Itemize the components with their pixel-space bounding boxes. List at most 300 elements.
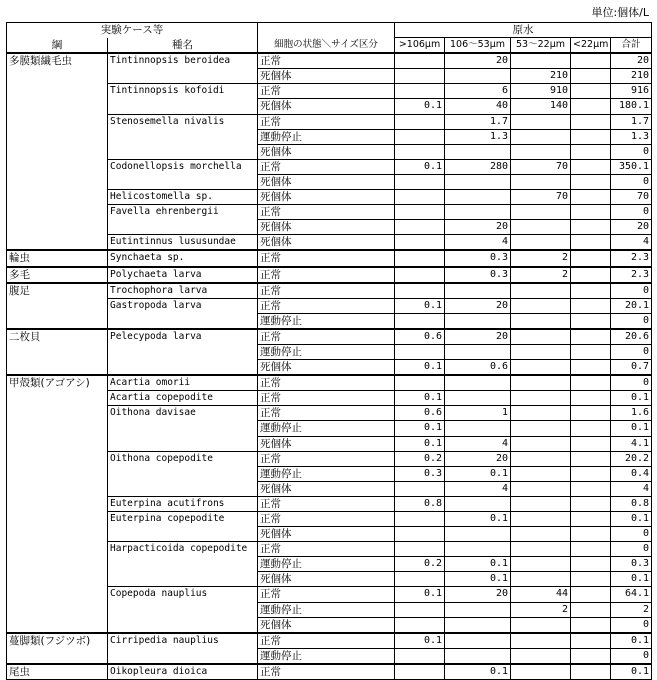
species-cell (108, 344, 258, 359)
value-cell (395, 572, 445, 587)
total-cell: 0 (611, 174, 652, 189)
value-cell: 40 (445, 99, 511, 114)
value-cell (571, 220, 611, 235)
value-cell (571, 329, 611, 345)
value-cell (395, 512, 445, 527)
species-cell: Euterpina copepodite (108, 512, 258, 527)
total-cell: 4.1 (611, 436, 652, 451)
state-cell: 正常 (258, 329, 395, 345)
header-row-2 (7, 38, 652, 54)
total-cell: 20.2 (611, 451, 652, 466)
data-table (6, 22, 652, 680)
species-cell: Favella ehrenbergii (108, 205, 258, 220)
value-cell (395, 617, 445, 633)
value-cell: 1.3 (445, 129, 511, 144)
species-cell (108, 617, 258, 633)
value-cell: 210 (511, 69, 571, 84)
value-cell (445, 313, 511, 329)
value-cell (395, 235, 445, 251)
value-cell (571, 451, 611, 466)
state-cell: 死個体 (258, 174, 395, 189)
value-cell (571, 512, 611, 527)
table-row (7, 69, 652, 84)
species-cell: Tintinnopsis kofoidi (108, 84, 258, 99)
total-cell: 0 (611, 375, 652, 391)
value-cell (511, 557, 571, 572)
total-cell: 0 (611, 313, 652, 329)
value-cell (511, 360, 571, 376)
value-cell (571, 99, 611, 114)
state-cell: 死個体 (258, 235, 395, 251)
header-row-1 (7, 23, 652, 38)
species-cell: Gastropoda larva (108, 298, 258, 313)
class-cell: 二枚貝 (7, 329, 108, 345)
value-cell (511, 298, 571, 313)
species-cell: Copepoda nauplius (108, 587, 258, 602)
value-cell (571, 114, 611, 129)
total-cell: 0 (611, 283, 652, 299)
state-cell: 正常 (258, 542, 395, 557)
class-cell (7, 421, 108, 436)
total-cell: 210 (611, 69, 652, 84)
total-cell: 0 (611, 542, 652, 557)
class-cell (7, 174, 108, 189)
total-cell: 2.3 (611, 250, 652, 266)
table-row (7, 84, 652, 99)
species-cell (108, 648, 258, 664)
table-row (7, 250, 652, 266)
value-cell: 0.1 (395, 436, 445, 451)
value-cell (571, 542, 611, 557)
class-cell (7, 313, 108, 329)
value-cell (571, 602, 611, 617)
class-cell: 蔓脚類(フジツボ) (7, 633, 108, 649)
state-cell: 正常 (258, 84, 395, 99)
value-cell (395, 190, 445, 205)
state-cell: 死個体 (258, 617, 395, 633)
species-cell (108, 220, 258, 235)
value-cell (445, 174, 511, 189)
state-cell: 正常 (258, 375, 395, 391)
value-cell: 4 (445, 481, 511, 496)
value-cell (571, 481, 611, 496)
value-cell (511, 481, 571, 496)
total-cell: 20.1 (611, 298, 652, 313)
value-cell: 20 (445, 329, 511, 345)
total-cell: 4 (611, 481, 652, 496)
value-cell: 44 (511, 587, 571, 602)
species-cell: Oithona davisae (108, 406, 258, 421)
value-cell (571, 250, 611, 266)
value-cell: 2 (511, 267, 571, 283)
class-cell (7, 360, 108, 376)
table-row (7, 406, 652, 421)
value-cell (571, 406, 611, 421)
state-cell: 死個体 (258, 572, 395, 587)
class-cell: 甲殻類(アゴアシ) (7, 375, 108, 391)
total-cell: 0 (611, 617, 652, 633)
state-cell: 正常 (258, 496, 395, 511)
value-cell (571, 205, 611, 220)
total-cell: 0 (611, 205, 652, 220)
species-cell (108, 421, 258, 436)
state-cell: 死個体 (258, 144, 395, 159)
class-cell (7, 391, 108, 406)
table-row (7, 496, 652, 511)
value-cell (571, 267, 611, 283)
species-cell (108, 466, 258, 481)
class-cell (7, 84, 108, 99)
total-cell: 0 (611, 344, 652, 359)
value-cell: 0.1 (445, 557, 511, 572)
value-cell (511, 144, 571, 159)
class-cell (7, 205, 108, 220)
value-cell: 910 (511, 84, 571, 99)
value-cell: 2 (511, 250, 571, 266)
value-cell: 0.1 (395, 159, 445, 174)
value-cell (395, 267, 445, 283)
total-cell: 0.1 (611, 633, 652, 649)
value-cell (511, 542, 571, 557)
value-cell (571, 235, 611, 251)
total-cell: 0.1 (611, 421, 652, 436)
value-cell (511, 466, 571, 481)
class-cell (7, 99, 108, 114)
species-cell (108, 436, 258, 451)
class-cell: 腹足 (7, 283, 108, 299)
total-cell: 0.1 (611, 664, 652, 680)
size-header: <22μm (571, 38, 611, 54)
total-cell: 20 (611, 220, 652, 235)
table-row (7, 375, 652, 391)
table-row (7, 633, 652, 649)
class-cell (7, 542, 108, 557)
value-cell (571, 421, 611, 436)
class-cell (7, 406, 108, 421)
table-row (7, 235, 652, 251)
value-cell (395, 144, 445, 159)
total-cell: 180.1 (611, 99, 652, 114)
value-cell (511, 496, 571, 511)
species-cell (108, 527, 258, 542)
state-cell: 正常 (258, 664, 395, 680)
class-cell (7, 481, 108, 496)
value-cell (395, 250, 445, 266)
total-cell: 64.1 (611, 587, 652, 602)
species-cell: Oikopleura dioica (108, 664, 258, 680)
table-row (7, 99, 652, 114)
total-cell: 4 (611, 235, 652, 251)
value-cell: 0.1 (445, 664, 511, 680)
value-cell: 0.6 (445, 360, 511, 376)
value-cell (571, 587, 611, 602)
class-header: 綱 (7, 38, 108, 54)
table-row (7, 436, 652, 451)
value-cell (395, 174, 445, 189)
total-cell: 0.4 (611, 466, 652, 481)
value-cell (445, 527, 511, 542)
value-cell (511, 313, 571, 329)
value-cell (445, 602, 511, 617)
value-cell (571, 617, 611, 633)
value-cell: 70 (511, 190, 571, 205)
value-cell (445, 496, 511, 511)
value-cell (395, 664, 445, 680)
class-cell (7, 159, 108, 174)
state-header: 細胞の状態＼サイズ区分 (258, 38, 395, 54)
table-row (7, 648, 652, 664)
class-cell (7, 602, 108, 617)
table-row (7, 572, 652, 587)
table-row (7, 174, 652, 189)
value-cell (445, 542, 511, 557)
total-cell: 916 (611, 84, 652, 99)
species-cell (108, 313, 258, 329)
value-cell: 1.7 (445, 114, 511, 129)
species-cell (108, 481, 258, 496)
class-cell: 輪虫 (7, 250, 108, 266)
table-row (7, 298, 652, 313)
state-cell: 正常 (258, 298, 395, 313)
value-cell (571, 344, 611, 359)
value-cell (511, 344, 571, 359)
total-cell: 2 (611, 602, 652, 617)
state-cell: 正常 (258, 451, 395, 466)
value-cell (571, 633, 611, 649)
value-cell (445, 421, 511, 436)
value-cell (571, 313, 611, 329)
table-row (7, 144, 652, 159)
class-cell (7, 235, 108, 251)
state-cell: 正常 (258, 512, 395, 527)
value-cell (571, 360, 611, 376)
value-cell: 0.3 (445, 267, 511, 283)
total-cell: 0.1 (611, 512, 652, 527)
state-cell: 死個体 (258, 360, 395, 376)
state-cell: 正常 (258, 159, 395, 174)
value-cell: 0.1 (445, 572, 511, 587)
species-cell (108, 602, 258, 617)
value-cell (571, 190, 611, 205)
value-cell: 0.1 (395, 633, 445, 649)
state-cell: 正常 (258, 267, 395, 283)
species-cell (108, 69, 258, 84)
state-cell: 正常 (258, 633, 395, 649)
source-header: 原水 (395, 23, 652, 38)
value-cell (445, 375, 511, 391)
class-cell (7, 298, 108, 313)
state-cell: 死個体 (258, 481, 395, 496)
value-cell (511, 283, 571, 299)
table-row (7, 360, 652, 376)
case-header: 実験ケース等 (7, 23, 258, 38)
species-cell: Cirripedia nauplius (108, 633, 258, 649)
state-cell: 死個体 (258, 436, 395, 451)
species-cell: Stenosemella nivalis (108, 114, 258, 129)
value-cell (395, 84, 445, 99)
species-cell: Euterpina acutifrons (108, 496, 258, 511)
table-row (7, 512, 652, 527)
state-cell: 運動停止 (258, 129, 395, 144)
value-cell (571, 466, 611, 481)
state-cell: 運動停止 (258, 602, 395, 617)
table-row (7, 481, 652, 496)
state-cell: 運動停止 (258, 421, 395, 436)
table-row (7, 283, 652, 299)
species-cell (108, 557, 258, 572)
table-row (7, 313, 652, 329)
value-cell: 280 (445, 159, 511, 174)
class-cell (7, 466, 108, 481)
value-cell (511, 527, 571, 542)
value-cell: 0.1 (395, 298, 445, 313)
class-cell (7, 527, 108, 542)
value-cell: 6 (445, 84, 511, 99)
total-cell: 20 (611, 53, 652, 69)
table-row (7, 587, 652, 602)
value-cell: 20 (445, 451, 511, 466)
value-cell: 0.1 (395, 421, 445, 436)
value-cell (445, 617, 511, 633)
state-cell: 運動停止 (258, 313, 395, 329)
table-row (7, 205, 652, 220)
species-cell: Codonellopsis morchella (108, 159, 258, 174)
value-cell: 20 (445, 298, 511, 313)
species-cell: Eutintinnus lususundae (108, 235, 258, 251)
table-row (7, 421, 652, 436)
unit-label: 単位:個体/L (591, 6, 649, 19)
class-cell (7, 512, 108, 527)
species-cell (108, 174, 258, 189)
value-cell: 0.1 (395, 360, 445, 376)
value-cell: 20 (445, 220, 511, 235)
table-row (7, 344, 652, 359)
total-cell: 70 (611, 190, 652, 205)
size-header: 106～53μm (445, 38, 511, 54)
value-cell (511, 664, 571, 680)
table-row (7, 190, 652, 205)
value-cell: 0.2 (395, 451, 445, 466)
value-cell (571, 527, 611, 542)
class-cell (7, 129, 108, 144)
value-cell (511, 633, 571, 649)
value-cell (395, 481, 445, 496)
species-cell: Acartia omorii (108, 375, 258, 391)
value-cell (571, 298, 611, 313)
table-row (7, 220, 652, 235)
value-cell (511, 436, 571, 451)
total-cell: 1.3 (611, 129, 652, 144)
table-row (7, 542, 652, 557)
value-cell: 20 (445, 53, 511, 69)
class-cell (7, 436, 108, 451)
value-cell (571, 391, 611, 406)
value-cell (395, 648, 445, 664)
value-cell (511, 572, 571, 587)
value-cell (395, 313, 445, 329)
state-cell: 正常 (258, 391, 395, 406)
value-cell (395, 129, 445, 144)
table-row (7, 557, 652, 572)
value-cell: 0.1 (395, 391, 445, 406)
state-cell: 正常 (258, 283, 395, 299)
class-cell (7, 572, 108, 587)
size-header: 53～22μm (511, 38, 571, 54)
value-cell (571, 174, 611, 189)
table-row (7, 527, 652, 542)
value-cell (571, 53, 611, 69)
species-cell (108, 99, 258, 114)
table-row (7, 602, 652, 617)
value-cell (395, 53, 445, 69)
value-cell: 2 (511, 602, 571, 617)
value-cell (571, 648, 611, 664)
value-cell (395, 220, 445, 235)
table-row (7, 267, 652, 283)
class-cell: 多毛 (7, 267, 108, 283)
value-cell (511, 205, 571, 220)
value-cell (445, 391, 511, 406)
species-cell (108, 360, 258, 376)
class-cell (7, 648, 108, 664)
table-row (7, 451, 652, 466)
value-cell (445, 648, 511, 664)
value-cell: 4 (445, 436, 511, 451)
value-cell (395, 283, 445, 299)
value-cell: 0.6 (395, 406, 445, 421)
class-cell (7, 344, 108, 359)
value-cell (395, 114, 445, 129)
table-body (7, 53, 652, 679)
value-cell (395, 344, 445, 359)
state-cell: 正常 (258, 53, 395, 69)
value-cell: 0.8 (395, 496, 445, 511)
species-header: 種名 (108, 38, 258, 54)
value-cell: 0.1 (395, 99, 445, 114)
class-cell (7, 190, 108, 205)
value-cell (445, 144, 511, 159)
species-cell: Helicostomella sp. (108, 190, 258, 205)
total-cell: 0 (611, 144, 652, 159)
value-cell: 0.1 (395, 587, 445, 602)
total-cell: 0.8 (611, 496, 652, 511)
total-cell: 0.1 (611, 391, 652, 406)
total-cell: 0.3 (611, 557, 652, 572)
value-cell: 0.2 (395, 557, 445, 572)
total-cell: 0.1 (611, 572, 652, 587)
value-cell (395, 205, 445, 220)
value-cell (571, 144, 611, 159)
state-cell: 運動停止 (258, 648, 395, 664)
table-row (7, 129, 652, 144)
total-cell: 0 (611, 527, 652, 542)
value-cell (395, 602, 445, 617)
value-cell: 70 (511, 159, 571, 174)
value-cell (571, 283, 611, 299)
value-cell (511, 375, 571, 391)
class-cell: 尾虫 (7, 664, 108, 680)
state-cell: 死個体 (258, 99, 395, 114)
table-row (7, 159, 652, 174)
state-cell: 死個体 (258, 190, 395, 205)
species-cell (108, 572, 258, 587)
class-cell (7, 220, 108, 235)
value-cell: 0.1 (445, 466, 511, 481)
class-cell (7, 114, 108, 129)
value-cell: 4 (445, 235, 511, 251)
value-cell (445, 69, 511, 84)
value-cell (511, 451, 571, 466)
